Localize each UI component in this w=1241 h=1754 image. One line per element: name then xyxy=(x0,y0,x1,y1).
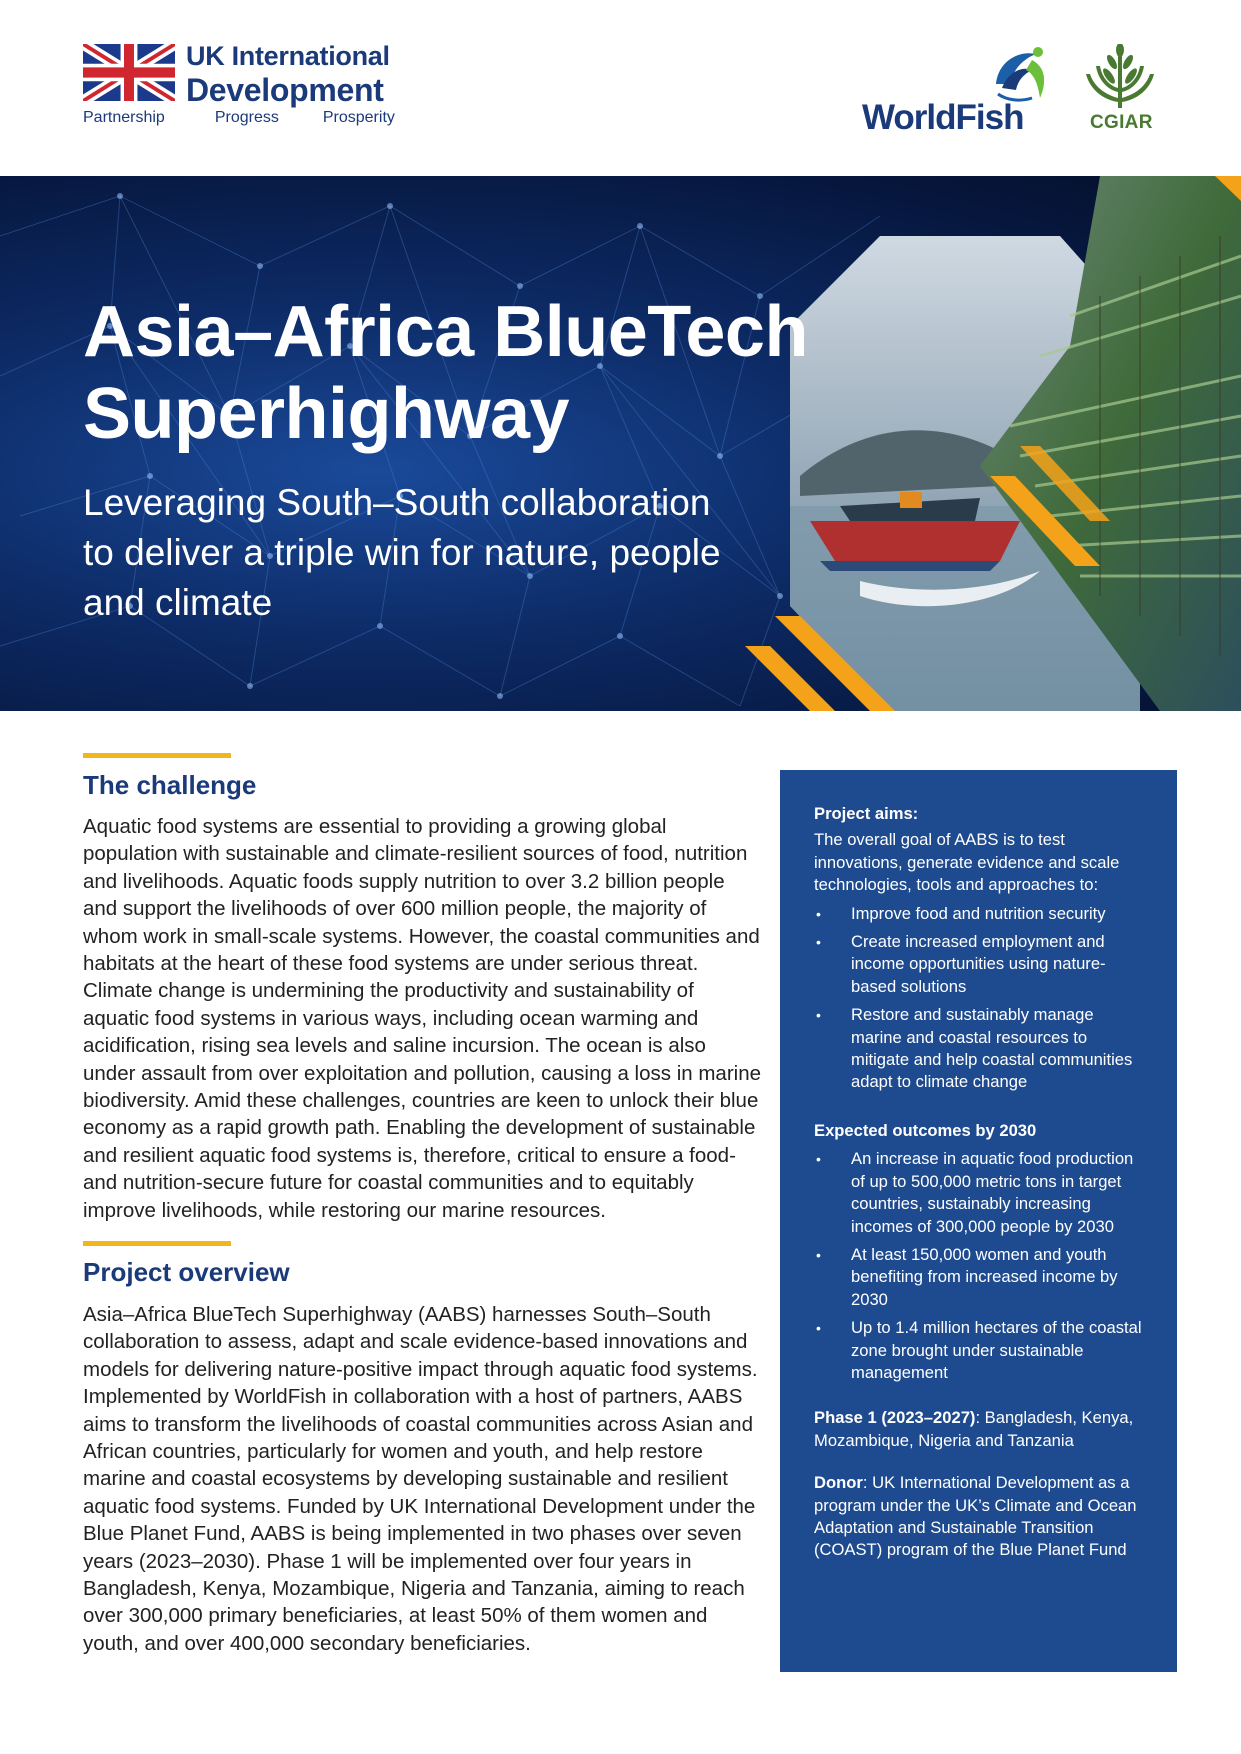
hero-banner xyxy=(0,176,1241,711)
phase-info xyxy=(814,1407,1143,1452)
uk-logo-line1: UK International xyxy=(186,41,390,71)
challenge-heading: The challenge xyxy=(83,770,257,800)
outcomes-heading: Expected outcomes by 2030 xyxy=(814,1120,1037,1140)
uk-international-development-logo xyxy=(83,41,403,131)
phase-label: Phase 1 (2023–2027) xyxy=(814,1408,976,1428)
page-title xyxy=(83,291,883,455)
aims-list xyxy=(814,903,1143,1094)
uk-logo-tagline xyxy=(83,109,393,127)
aims-item: • Create increased employment and income opportunities using nature-based solutions xyxy=(814,931,1143,998)
cgiar-logo xyxy=(1080,44,1160,134)
outcomes-item: • At least 150,000 women and youth benefiting from increased income by 2030 xyxy=(814,1244,1143,1311)
tagline-prosperity: Prosperity xyxy=(322,109,395,126)
tagline-partnership: Partnership xyxy=(83,109,165,126)
page-title-line2: Superhighway xyxy=(83,374,570,454)
outcomes-item: • An increase in aquatic food production of up to 500,000 metric tons in target countries, sustainably increasing incomes of 300,000 people by 2030 xyxy=(814,1148,1143,1238)
worldfish-fish-icon xyxy=(992,44,1052,106)
spacer xyxy=(814,1100,1143,1120)
page-subtitle: Leveraging South–South collaboration to deliver a triple win for nature, people and climate xyxy=(83,482,721,623)
worldfish-wordmark: WorldFish xyxy=(862,98,1024,137)
tagline-progress: Progress xyxy=(214,109,279,126)
worldfish-logo xyxy=(862,44,1052,137)
challenge-text: Aquatic food systems are essential to providing a growing global population with sustainable and climate-resilient sources of food, nutrition and livelihoods. Aquatic foods supply nutrition to over 3.2 billion people and support the livelihoods of over 600 million people, the majority of whom work in small-scale systems. However, the coastal communities and habitats at the heart of these food systems are under serious threat. Climate change is undermining the productivity and sustainability of aquatic food systems in various ways, including ocean warming and acidification, rising sea levels and saline incursion. The ocean is also under assault from over exploitation and pollution, causing a loss in marine biodiversity. Amid these challenges, countries are keen to unlock their blue economy as a rapid growth path. Enabling the development of sustainable and resilient aquatic food systems is, therefore, critical to ensure a food- and nutrition-secure future for coastal communities and to equitably improve livelihoods, while restoring our marine resources. xyxy=(83,815,762,1222)
outcomes-item: • Up to 1.4 million hectares of the coastal zone brought under sustainable management xyxy=(814,1317,1143,1384)
spacer xyxy=(814,1390,1143,1407)
overview-accent-rule xyxy=(83,1241,231,1246)
phase-text: : Bangladesh, Kenya, Mozambique, Nigeria and Tanzania xyxy=(814,1408,1134,1450)
cgiar-wheat-icon xyxy=(1082,44,1158,110)
aims-item: • Improve food and nutrition security xyxy=(814,903,1143,925)
outcomes-list xyxy=(814,1148,1143,1384)
aims-item: • Restore and sustainably manage marine and coastal resources to mitigate and help coastal communities adapt to climate change xyxy=(814,1004,1143,1094)
aims-intro: The overall goal of AABS is to test innovations, generate evidence and scale technologies, tools and approaches to: xyxy=(814,830,1120,895)
cgiar-wordmark: CGIAR xyxy=(1090,112,1153,133)
spacer xyxy=(814,1452,1143,1472)
project-aims-box xyxy=(780,770,1177,1672)
overview-heading: Project overview xyxy=(83,1257,290,1287)
aims-heading: Project aims: xyxy=(814,804,919,823)
page-title-line1: Asia–Africa BlueTech xyxy=(83,292,808,372)
uk-logo-name xyxy=(186,41,390,108)
union-jack-icon xyxy=(83,44,175,101)
donor-label: Donor xyxy=(814,1473,863,1493)
overview-text: Asia–Africa BlueTech Superhighway (AABS) harnesses South–South collaboration to assess, adapt and scale evidence-based innovations and models for delivering nature-positive impact through aquatic food systems. Implemented by WorldFish in collaboration with a host of partners, AABS aims to transform the livelihoods of coastal communities across Asian and African countries, particularly for women and youth, and help restore marine and coastal ecosystems by developing sustainable and resilient aquatic food systems. Funded by UK International Development under the Blue Planet Fund, AABS is being implemented in two phases over seven years (2023–2030). Phase 1 will be implemented over four years in Bangladesh, Kenya, Mozambique, Nigeria and Tanzania, aiming to reach over 300,000 primary beneficiaries, at least 50% of them women and youth, and over 400,000 secondary beneficiaries. xyxy=(83,1303,758,1655)
challenge-accent-rule xyxy=(83,753,231,758)
uk-logo-line2: Development xyxy=(186,72,384,108)
donor-text: : UK International Development as a program under the UK’s Climate and Ocean Adaptation and Sustainable Transition (COAST) program of the Blue Planet Fund xyxy=(814,1473,1137,1560)
donor-info xyxy=(814,1472,1143,1562)
